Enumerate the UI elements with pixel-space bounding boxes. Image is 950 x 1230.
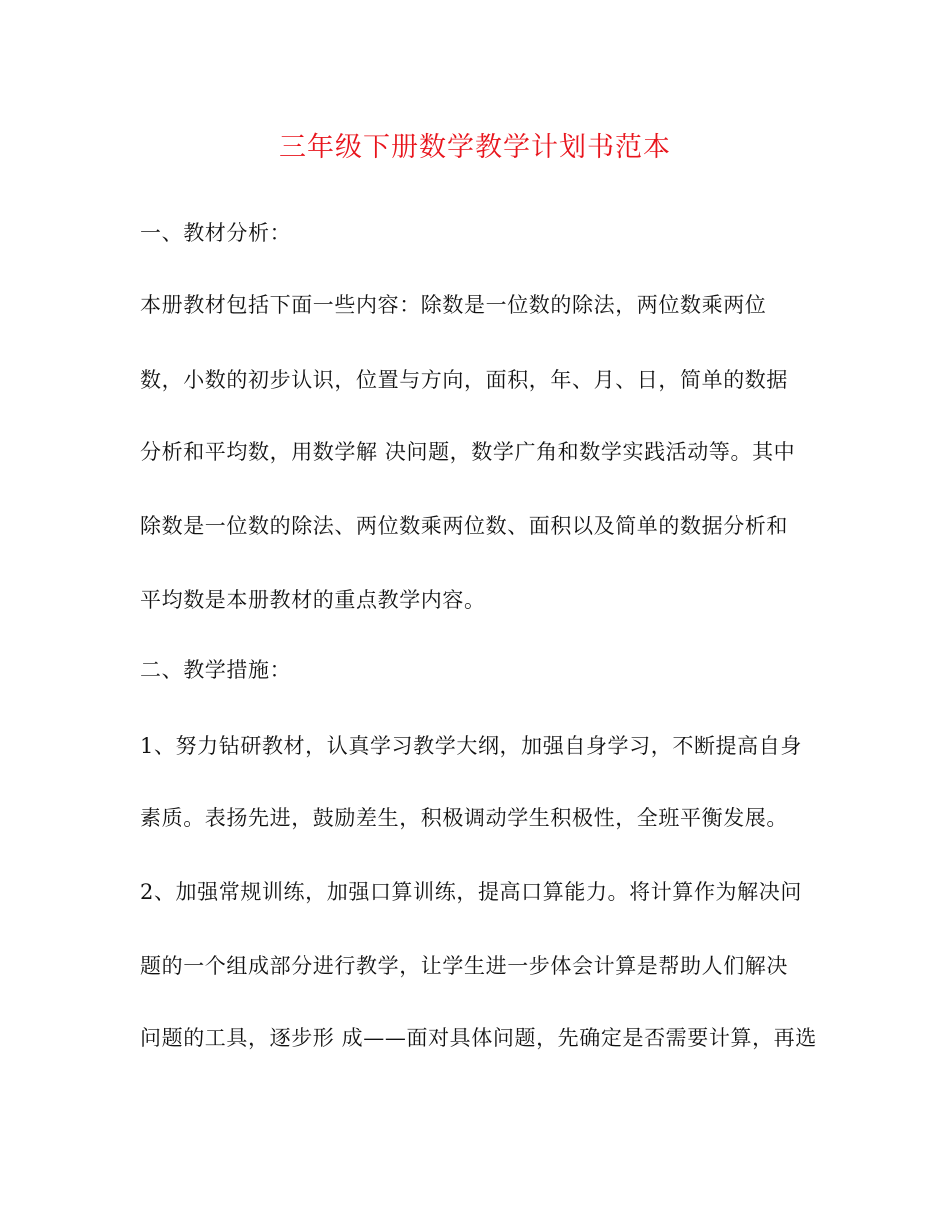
paragraph-line: 2、加强常规训练，加强口算训练，提高口算能力。将计算作为解决问 xyxy=(140,880,802,904)
document-title: 三年级下册数学教学计划书范本 xyxy=(279,132,671,163)
paragraph-line: 数，小数的初步认识，位置与方向，面积，年、月、日，简单的数据 xyxy=(140,368,788,392)
paragraph-line: 本册教材包括下面一些内容：除数是一位数的除法，两位数乘两位 xyxy=(140,293,767,317)
paragraph-line: 除数是一位数的除法、两位数乘两位数、面积以及简单的数据分析和 xyxy=(140,514,788,538)
paragraph-line: 分析和平均数，用数学解 决问题，数学广角和数学实践活动等。其中 xyxy=(140,440,796,464)
paragraph-line: 问题的工具，逐步形 成——面对具体问题，先确定是否需要计算，再选 xyxy=(140,1026,817,1050)
paragraph-line: 1、努力钻研教材，认真学习教学大纲，加强自身学习，不断提高自身 xyxy=(140,734,802,758)
section-heading-teaching-measures: 二、教学措施： xyxy=(140,658,292,682)
paragraph-line: 素质。表扬先进，鼓励差生，积极调动学生积极性，全班平衡发展。 xyxy=(140,806,788,830)
paragraph-line: 题的一个组成部分进行教学，让学生进一步体会计算是帮助人们解决 xyxy=(140,954,788,978)
paragraph-line: 平均数是本册教材的重点教学内容。 xyxy=(140,588,486,612)
section-heading-textbook-analysis: 一、教材分析： xyxy=(140,221,292,245)
